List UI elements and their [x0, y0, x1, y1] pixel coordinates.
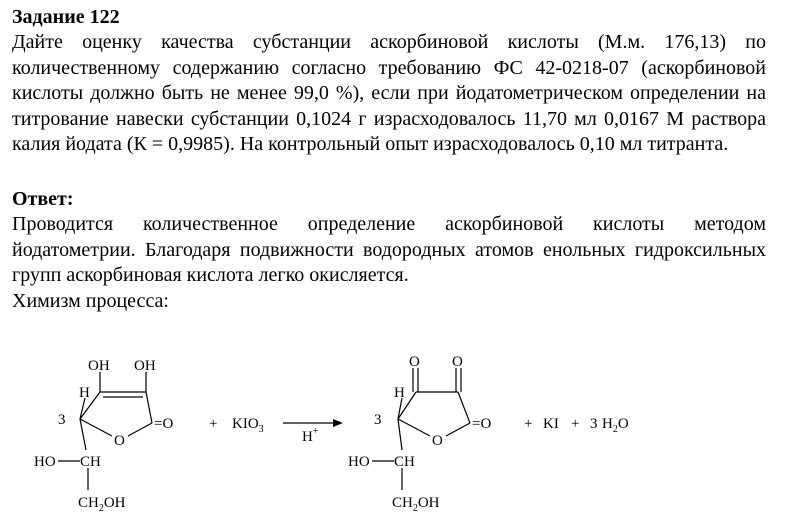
- product-o-left: O: [409, 354, 420, 370]
- reactant-ch2oh: $CH_2OH$: [78, 495, 126, 514]
- document-page: [12, 4, 766, 314]
- byproduct-coefficient: 3: [590, 416, 598, 432]
- reactant-carbonyl: =O: [154, 416, 174, 432]
- reaction-condition: H+: [302, 426, 319, 445]
- byproduct-plus-1: +: [524, 416, 533, 432]
- product-ch2oh: $CH_2OH$: [392, 495, 440, 514]
- product-bonds: [372, 368, 470, 490]
- product-ring-o: O: [432, 433, 443, 449]
- answer-text: Проводится количественное определение аскорбиновой кислоты методом йодатометрии. Благодаря подвижности водородных атомов енольных гидроксильных групп аскорбиновая кислота легко окисляется.: [12, 212, 766, 287]
- reactant-ring-o: O: [114, 433, 125, 449]
- task-title: Задание 122: [12, 6, 120, 28]
- byproduct-ki: KI: [543, 416, 559, 432]
- reactant-oh-right: OH: [134, 358, 156, 374]
- reactant-h: H: [79, 385, 90, 401]
- product-h: H: [394, 385, 405, 401]
- reagent-kio3: $KIO_3$: [232, 416, 264, 435]
- product-side-ch: CH: [394, 454, 415, 470]
- byproduct-plus-2: +: [571, 416, 580, 432]
- reactant-side-ch: CH: [80, 454, 101, 470]
- product-carbonyl: =O: [472, 416, 492, 432]
- reactant-side-ho: HO: [34, 454, 56, 470]
- byproduct-h2o: $H_2O$: [602, 416, 629, 435]
- reactant-bonds: [58, 372, 152, 490]
- answer-title: Ответ:: [12, 187, 74, 210]
- reagent-plus: +: [209, 416, 218, 432]
- reactant-position-3: 3: [58, 412, 66, 428]
- product-position-3: 3: [374, 412, 382, 428]
- scheme-label: Химизм процесса:: [12, 289, 169, 312]
- task-text: Дайте оценку качества субстанции аскорбиновой кислоты (М.м. 176,13) по количественному содержанию согласно требованию ФС 42-0218-07 (аскорбиновой кислоты должно быть не менее 99,0 %), если при йодатометрическом определении на титрование навески субстанции 0,1024 г израсходовалось 11,70 мл 0,0167 М раствора калия йодата (К = 0,9985). На контрольный опыт израсходовалось 0,10 мл титранта.: [12, 31, 766, 156]
- reactant-oh-left: OH: [88, 358, 110, 374]
- section-gap: [12, 158, 766, 186]
- reaction-scheme-svg: [0, 346, 808, 529]
- product-side-ho: HO: [348, 454, 370, 470]
- product-o-right: O: [452, 354, 463, 370]
- reaction-scheme: [0, 346, 808, 529]
